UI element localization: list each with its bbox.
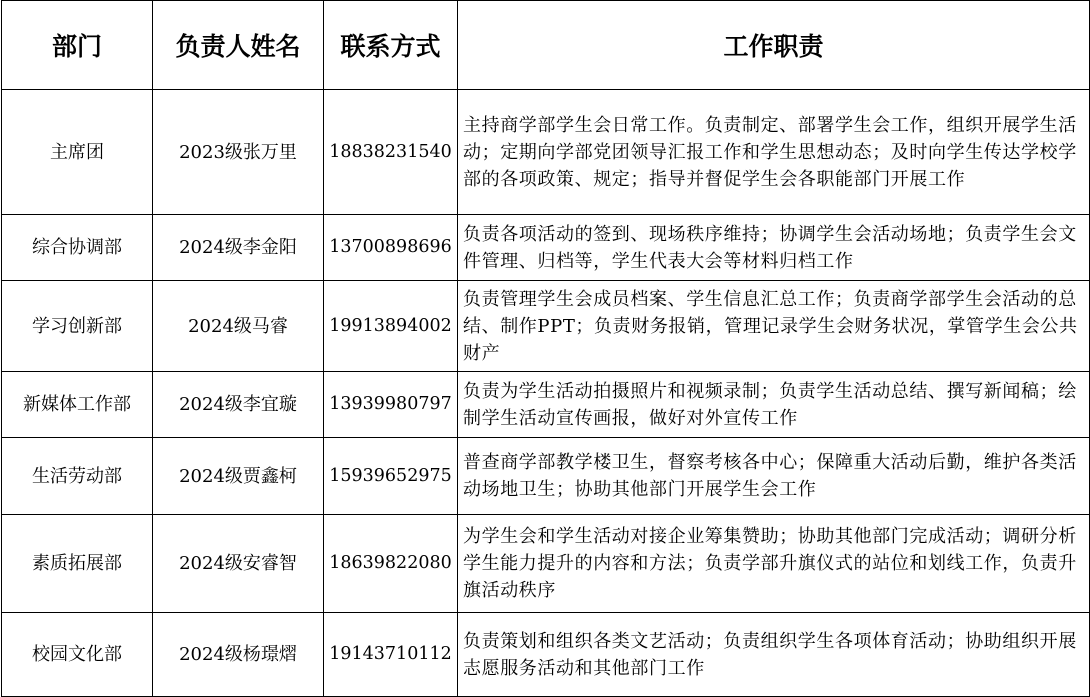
header-dept: 部门 — [2, 1, 153, 90]
dept-cell: 素质拓展部 — [2, 515, 153, 613]
contact-cell: 13939980797 — [324, 372, 458, 438]
name-cell: 2024级杨璟熠 — [153, 613, 324, 697]
duty-cell: 主持商学部学生会日常工作。负责制定、部署学生会工作，组织开展学生活动；定期向学部党团领导汇报工作和学生思想动态；及时向学生传达学校学部的各项政策、规定；指导并督促学生会各职能部门开展工作 — [458, 90, 1090, 215]
header-name: 负责人姓名 — [153, 1, 324, 90]
dept-cell: 新媒体工作部 — [2, 372, 153, 438]
duty-cell: 负责各项活动的签到、现场秩序维持；协调学生会活动场地；负责学生会文件管理、归档等，学生代表大会等材料归档工作 — [458, 215, 1090, 281]
name-cell: 2024级贾鑫柯 — [153, 438, 324, 515]
contact-cell: 19143710112 — [324, 613, 458, 697]
table-row — [2, 90, 1090, 215]
name-cell: 2024级马睿 — [153, 281, 324, 372]
table-row — [2, 515, 1090, 613]
department-table — [1, 0, 1090, 697]
name-cell: 2024级安睿智 — [153, 515, 324, 613]
table-row — [2, 281, 1090, 372]
dept-cell: 学习创新部 — [2, 281, 153, 372]
duty-cell: 普查商学部教学楼卫生，督察考核各中心；保障重大活动后勤，维护各类活动场地卫生；协助其他部门开展学生会工作 — [458, 438, 1090, 515]
table-row — [2, 372, 1090, 438]
contact-cell: 19913894002 — [324, 281, 458, 372]
table-row — [2, 613, 1090, 697]
dept-cell: 综合协调部 — [2, 215, 153, 281]
contact-cell: 13700898696 — [324, 215, 458, 281]
name-cell: 2024级李宜璇 — [153, 372, 324, 438]
header-duty: 工作职责 — [458, 1, 1090, 90]
contact-cell: 18838231540 — [324, 90, 458, 215]
contact-cell: 18639822080 — [324, 515, 458, 613]
header-row — [2, 1, 1090, 90]
duty-cell: 负责管理学生会成员档案、学生信息汇总工作；负责商学部学生会活动的总结、制作PPT；负责财务报销，管理记录学生会财务状况，掌管学生会公共财产 — [458, 281, 1090, 372]
contact-cell: 15939652975 — [324, 438, 458, 515]
table-row — [2, 215, 1090, 281]
header-contact: 联系方式 — [324, 1, 458, 90]
table-row — [2, 438, 1090, 515]
duty-cell: 负责为学生活动拍摄照片和视频录制；负责学生活动总结、撰写新闻稿；绘制学生活动宣传画报，做好对外宣传工作 — [458, 372, 1090, 438]
name-cell: 2024级李金阳 — [153, 215, 324, 281]
duty-cell: 负责策划和组织各类文艺活动；负责组织学生各项体育活动；协助组织开展志愿服务活动和其他部门工作 — [458, 613, 1090, 697]
dept-cell: 主席团 — [2, 90, 153, 215]
duty-cell: 为学生会和学生活动对接企业筹集赞助；协助其他部门完成活动；调研分析学生能力提升的内容和方法；负责学部升旗仪式的站位和划线工作，负责升旗活动秩序 — [458, 515, 1090, 613]
dept-cell: 校园文化部 — [2, 613, 153, 697]
dept-cell: 生活劳动部 — [2, 438, 153, 515]
name-cell: 2023级张万里 — [153, 90, 324, 215]
